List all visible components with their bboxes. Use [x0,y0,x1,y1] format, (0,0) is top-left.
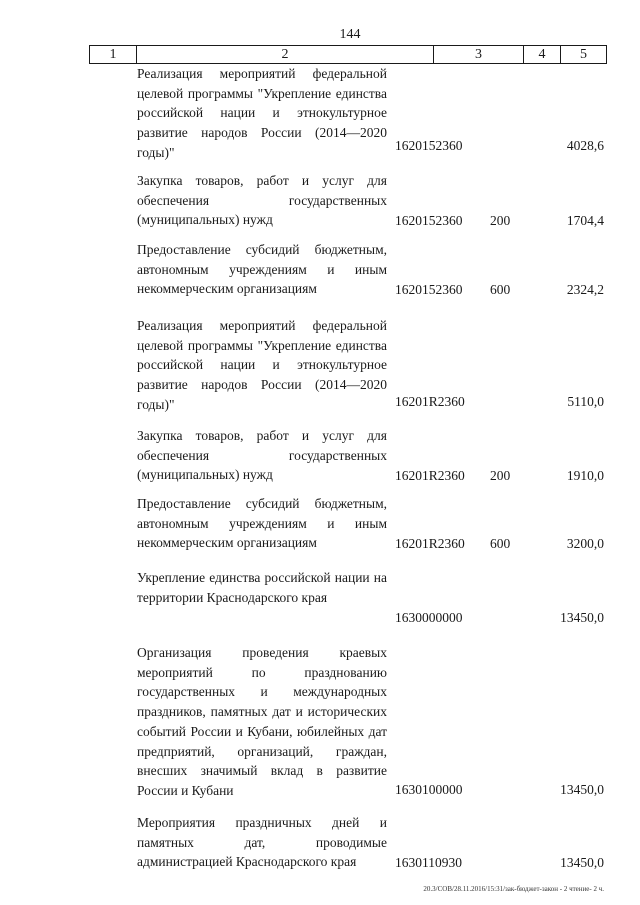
row-amount: 5110,0 [567,394,604,409]
table-row [0,494,640,569]
column-header-table [89,45,607,64]
row-description: Реализация мероприятий федеральной целевой программы "Укрепление единства российской нации и этнокультурное развитие народов России (2014—2020 годы)" [137,318,387,412]
page-number: 144 [339,27,361,42]
column-header-row [90,46,607,64]
table-row [0,64,640,182]
row-code: 16201R2360 [395,394,465,409]
table-row [0,568,640,640]
table-row [0,240,640,315]
row-description: Реализация мероприятий федеральной целевой программы "Укрепление единства российской нации и этнокультурное развитие народов России (2014—2020 годы)" [137,66,387,160]
row-description: Предоставление субсидий бюджетным, автономным учреждениям и иным некоммерческим организациям [137,496,387,551]
row-description: Предоставление субсидий бюджетным, автономным учреждениям и иным некоммерческим организациям [137,242,387,297]
row-description: Закупка товаров, работ и услуг для обеспечения государственных (муниципальных) нужд [137,428,387,483]
row-amount: 2324,2 [566,282,604,297]
column-header-3: 3 [434,46,524,64]
row-code: 1620152360 [395,282,463,297]
row-amount: 13450,0 [560,855,604,870]
row-description: Закупка товаров, работ и услуг для обеспечения государственных (муниципальных) нужд [137,173,387,228]
table-row [0,171,640,243]
row-code: 1620152360 [395,213,463,228]
row-amount: 13450,0 [560,782,604,797]
row-type: 200 [490,468,511,483]
column-header-4: 4 [524,46,561,64]
table-row [0,813,640,883]
row-amount: 13450,0 [560,610,604,625]
row-description: Укрепление единства российской нации на территории Краснодарского края [137,570,387,605]
row-amount: 1910,0 [566,468,604,483]
row-description: Организация проведения краевых мероприятий по празднованию государственных и международных праздников, памятных дат и исторических событий России и Кубани, юбилейных дат предприятий, организаций, граждан, внесших значимый вклад в развитие России и Кубани [137,645,387,798]
column-header-5: 5 [561,46,607,64]
row-amount: 4028,6 [566,138,604,153]
table-row [0,643,640,811]
row-code: 1630100000 [395,782,463,797]
row-code: 16201R2360 [395,536,465,551]
table-row [0,426,640,498]
row-code: 16201R2360 [395,468,465,483]
column-header-1: 1 [90,46,137,64]
row-code: 1620152360 [395,138,463,153]
table-row [0,316,640,423]
row-description: Мероприятия праздничных дней и памятных дат, проводимые администрацией Краснодарского края [137,815,387,870]
row-amount: 3200,0 [566,536,604,551]
budget-rows [0,64,640,893]
row-type: 600 [490,282,511,297]
row-type: 200 [490,213,511,228]
row-code: 1630110930 [395,855,462,870]
row-type: 600 [490,536,511,551]
row-amount: 1704,4 [566,213,604,228]
row-code: 1630000000 [395,610,463,625]
document-footer: 20.3/СОВ/28.11.2016/15:31/зак-бюджет-закон - 2 чтение- 2 ч. [423,885,604,893]
column-header-2: 2 [137,46,434,64]
